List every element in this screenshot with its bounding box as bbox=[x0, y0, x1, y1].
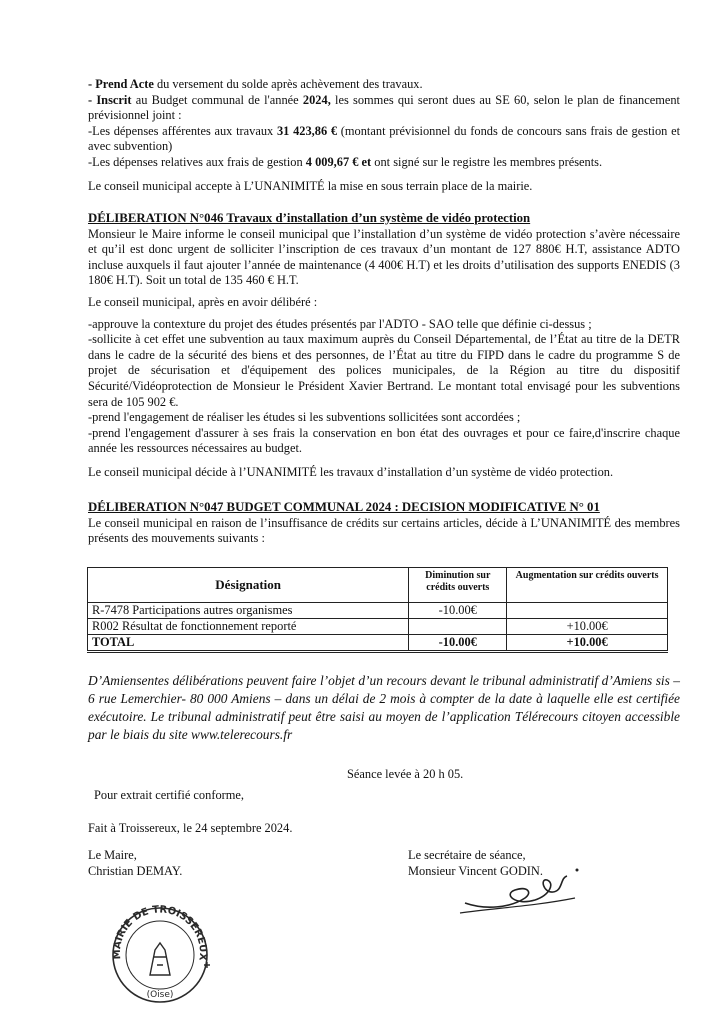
secretary-title: Le secrétaire de séance, bbox=[408, 848, 526, 862]
delib46-p5: -prend l'engagement de réaliser les études si les subventions sollicitées sont accordées ; bbox=[88, 410, 521, 425]
delib46-p1: Monsieur le Maire informe le conseil municipal que l’installation d’un système de vidéo protection s’avère nécessaire et qu’il est donc urgent de solliciter l’inscription de ces travaux d’un montant de 127 880€ H.T, assistance ADTO incluse auxquels il faut ajouter l’année de maintenance (4 400€ H.T) et les droits d’utilisation des supports ENEDIS (3 180€ H.T). Soit un total de 135 460 € H.T. bbox=[88, 226, 680, 288]
svg-text:(Oise): (Oise) bbox=[146, 990, 174, 1000]
svg-text:MAIRIE DE TROISSEREUX: MAIRIE DE TROISSEREUX bbox=[111, 905, 209, 962]
intro-line-4 bbox=[88, 155, 680, 171]
intro-block bbox=[88, 77, 680, 194]
header-diminution: Diminution sur crédits ouverts bbox=[409, 568, 507, 603]
intro-l2-bold2: 2024, bbox=[302, 92, 331, 107]
table-row bbox=[88, 603, 668, 619]
intro-l4-b: ont signé sur le registre les membres présents. bbox=[371, 154, 603, 169]
delib46-block bbox=[88, 211, 680, 481]
delib46-p4: -sollicite à cet effet une subvention au taux maximum auprès du Conseil Départemental, de l’État au titre de la DETR dans le cadre de la sécurité des biens et des personnes, de l’État au titre du FIPD dans le cadre du programme S de projet de sécurisation et d'équipement des polices municipales, de la Région au titre du dispositif Sécurité/Vidéoprotection de Monsieur le Président Xavier Bertrand. Le montant total envisagé pour les subventions sera de 105 902 €. bbox=[88, 332, 680, 409]
secretary-name: Monsieur Vincent GODIN. bbox=[408, 864, 543, 878]
cell-designation: R-7478 Participations autres organismes bbox=[88, 603, 409, 619]
intro-line-2 bbox=[88, 93, 680, 124]
seance-close: Séance levée à 20 h 05. bbox=[347, 767, 464, 781]
delib47-block bbox=[88, 500, 680, 547]
signature-image bbox=[455, 858, 585, 918]
extract-certified: Pour extrait certifié conforme, bbox=[94, 788, 245, 802]
table-header-row bbox=[88, 568, 668, 603]
table-row bbox=[88, 619, 668, 635]
mayor-name: Christian DEMAY. bbox=[88, 864, 183, 878]
intro-l4-a: -Les dépenses relatives aux frais de gestion bbox=[88, 154, 306, 169]
delib46-title: DÉLIBERATION N°046 Travaux d’installation d’un système de vidéo protection bbox=[88, 211, 531, 225]
intro-l1-rest: du versement du solde après achèvement des travaux. bbox=[153, 77, 423, 91]
intro-l2-bold1: - Inscrit bbox=[88, 92, 132, 107]
intro-line-5: Le conseil municipal accepte à L’UNANIMITÉ la mise en sous terrain place de la mairie. bbox=[88, 178, 533, 193]
intro-line-1 bbox=[88, 77, 680, 93]
cell-augmentation bbox=[507, 603, 668, 619]
mayor-title: Le Maire, bbox=[88, 848, 137, 862]
table-total-row bbox=[88, 635, 668, 652]
cell-total-augmentation: +10.00€ bbox=[507, 635, 668, 652]
cell-diminution: -10.00€ bbox=[409, 603, 507, 619]
delib46-p2: Le conseil municipal, après en avoir délibéré : bbox=[88, 294, 318, 309]
town-hall-seal-image bbox=[110, 905, 210, 1005]
delib47-title: DÉLIBERATION N°047 BUDGET COMMUNAL 2024 : DECISION MODIFICATIVE N° 01 bbox=[88, 500, 600, 514]
cell-total-label: TOTAL bbox=[88, 635, 409, 652]
delib46-p6: -prend l'engagement d'assurer à ses frais la conservation en bon état des ouvrages et pour ce faire,d'inscrire chaque année les ressources nécessaires au budget. bbox=[88, 425, 680, 456]
intro-l4-bold: 4 009,67 € et bbox=[305, 154, 372, 169]
delib46-p3: -approuve la contexture du projet des études présentés par l'ADTO - SAO telle que définie ci-dessus ; bbox=[88, 316, 592, 331]
delib46-p7: Le conseil municipal décide à l’UNANIMITÉ les travaux d’installation d’un système de vidéo protection. bbox=[88, 464, 614, 479]
intro-l1-bold: - Prend Acte bbox=[88, 77, 154, 91]
intro-l2-a: au Budget communal de l'année bbox=[131, 92, 303, 107]
place-date: Fait à Troissereux, le 24 septembre 2024. bbox=[88, 821, 293, 835]
intro-l2-b: les sommes qui seront dues au SE 60, selon le plan de financement prévisionnel joint : bbox=[88, 92, 680, 123]
cell-diminution bbox=[409, 619, 507, 635]
recourse-notice: D’Amiensentes délibérations peuvent faire l’objet d’un recours devant le tribunal administratif d’Amiens sis – 6 rue Lemerchier- 80 000 Amiens – dans un délai de 2 mois à compter de la date à laquelle elle est certifiée exécutoire. Le tribunal administratif peut être saisi au moyen de l’application Télérecours citoyen accessible par le biais du site www.telerecours.fr bbox=[88, 673, 680, 742]
intro-l3-bold: 31 423,86 € bbox=[276, 123, 338, 138]
header-augmentation: Augmentation sur crédits ouverts bbox=[507, 568, 668, 603]
intro-l3-a: -Les dépenses afférentes aux travaux bbox=[88, 123, 277, 138]
header-designation: Désignation bbox=[88, 568, 409, 603]
cell-total-diminution: -10.00€ bbox=[409, 635, 507, 652]
intro-line-3 bbox=[88, 124, 680, 155]
cell-designation: R002 Résultat de fonctionnement reporté bbox=[88, 619, 409, 635]
cell-augmentation: +10.00€ bbox=[507, 619, 668, 635]
budget-table bbox=[87, 567, 668, 653]
delib47-p1: Le conseil municipal en raison de l’insuffisance de crédits sur certains articles, décide à L’UNANIMITÉ des membres présents des mouvements suivants : bbox=[88, 515, 680, 546]
intro-l3-b: (montant prévisionnel du fonds de concours sans frais de gestion et avec subvention) bbox=[88, 123, 681, 154]
